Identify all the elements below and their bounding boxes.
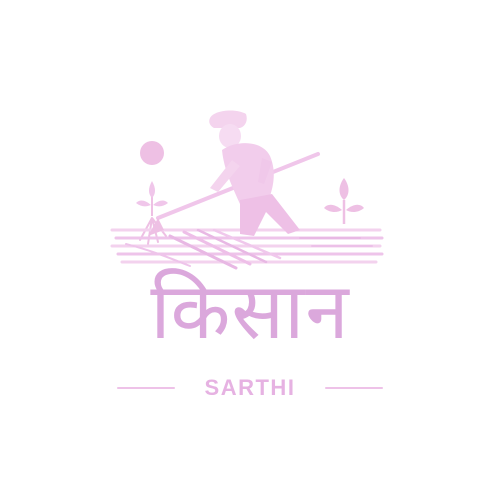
divider-left bbox=[117, 387, 175, 389]
farmer-icon bbox=[209, 111, 300, 236]
tagline-row bbox=[0, 372, 500, 404]
sun-icon bbox=[140, 141, 164, 165]
divider-right bbox=[325, 387, 383, 389]
brand-title: किसान bbox=[150, 267, 350, 357]
seedling-icon bbox=[324, 178, 364, 224]
seedling-icon bbox=[136, 181, 168, 244]
tagline: SARTHI bbox=[204, 375, 296, 400]
